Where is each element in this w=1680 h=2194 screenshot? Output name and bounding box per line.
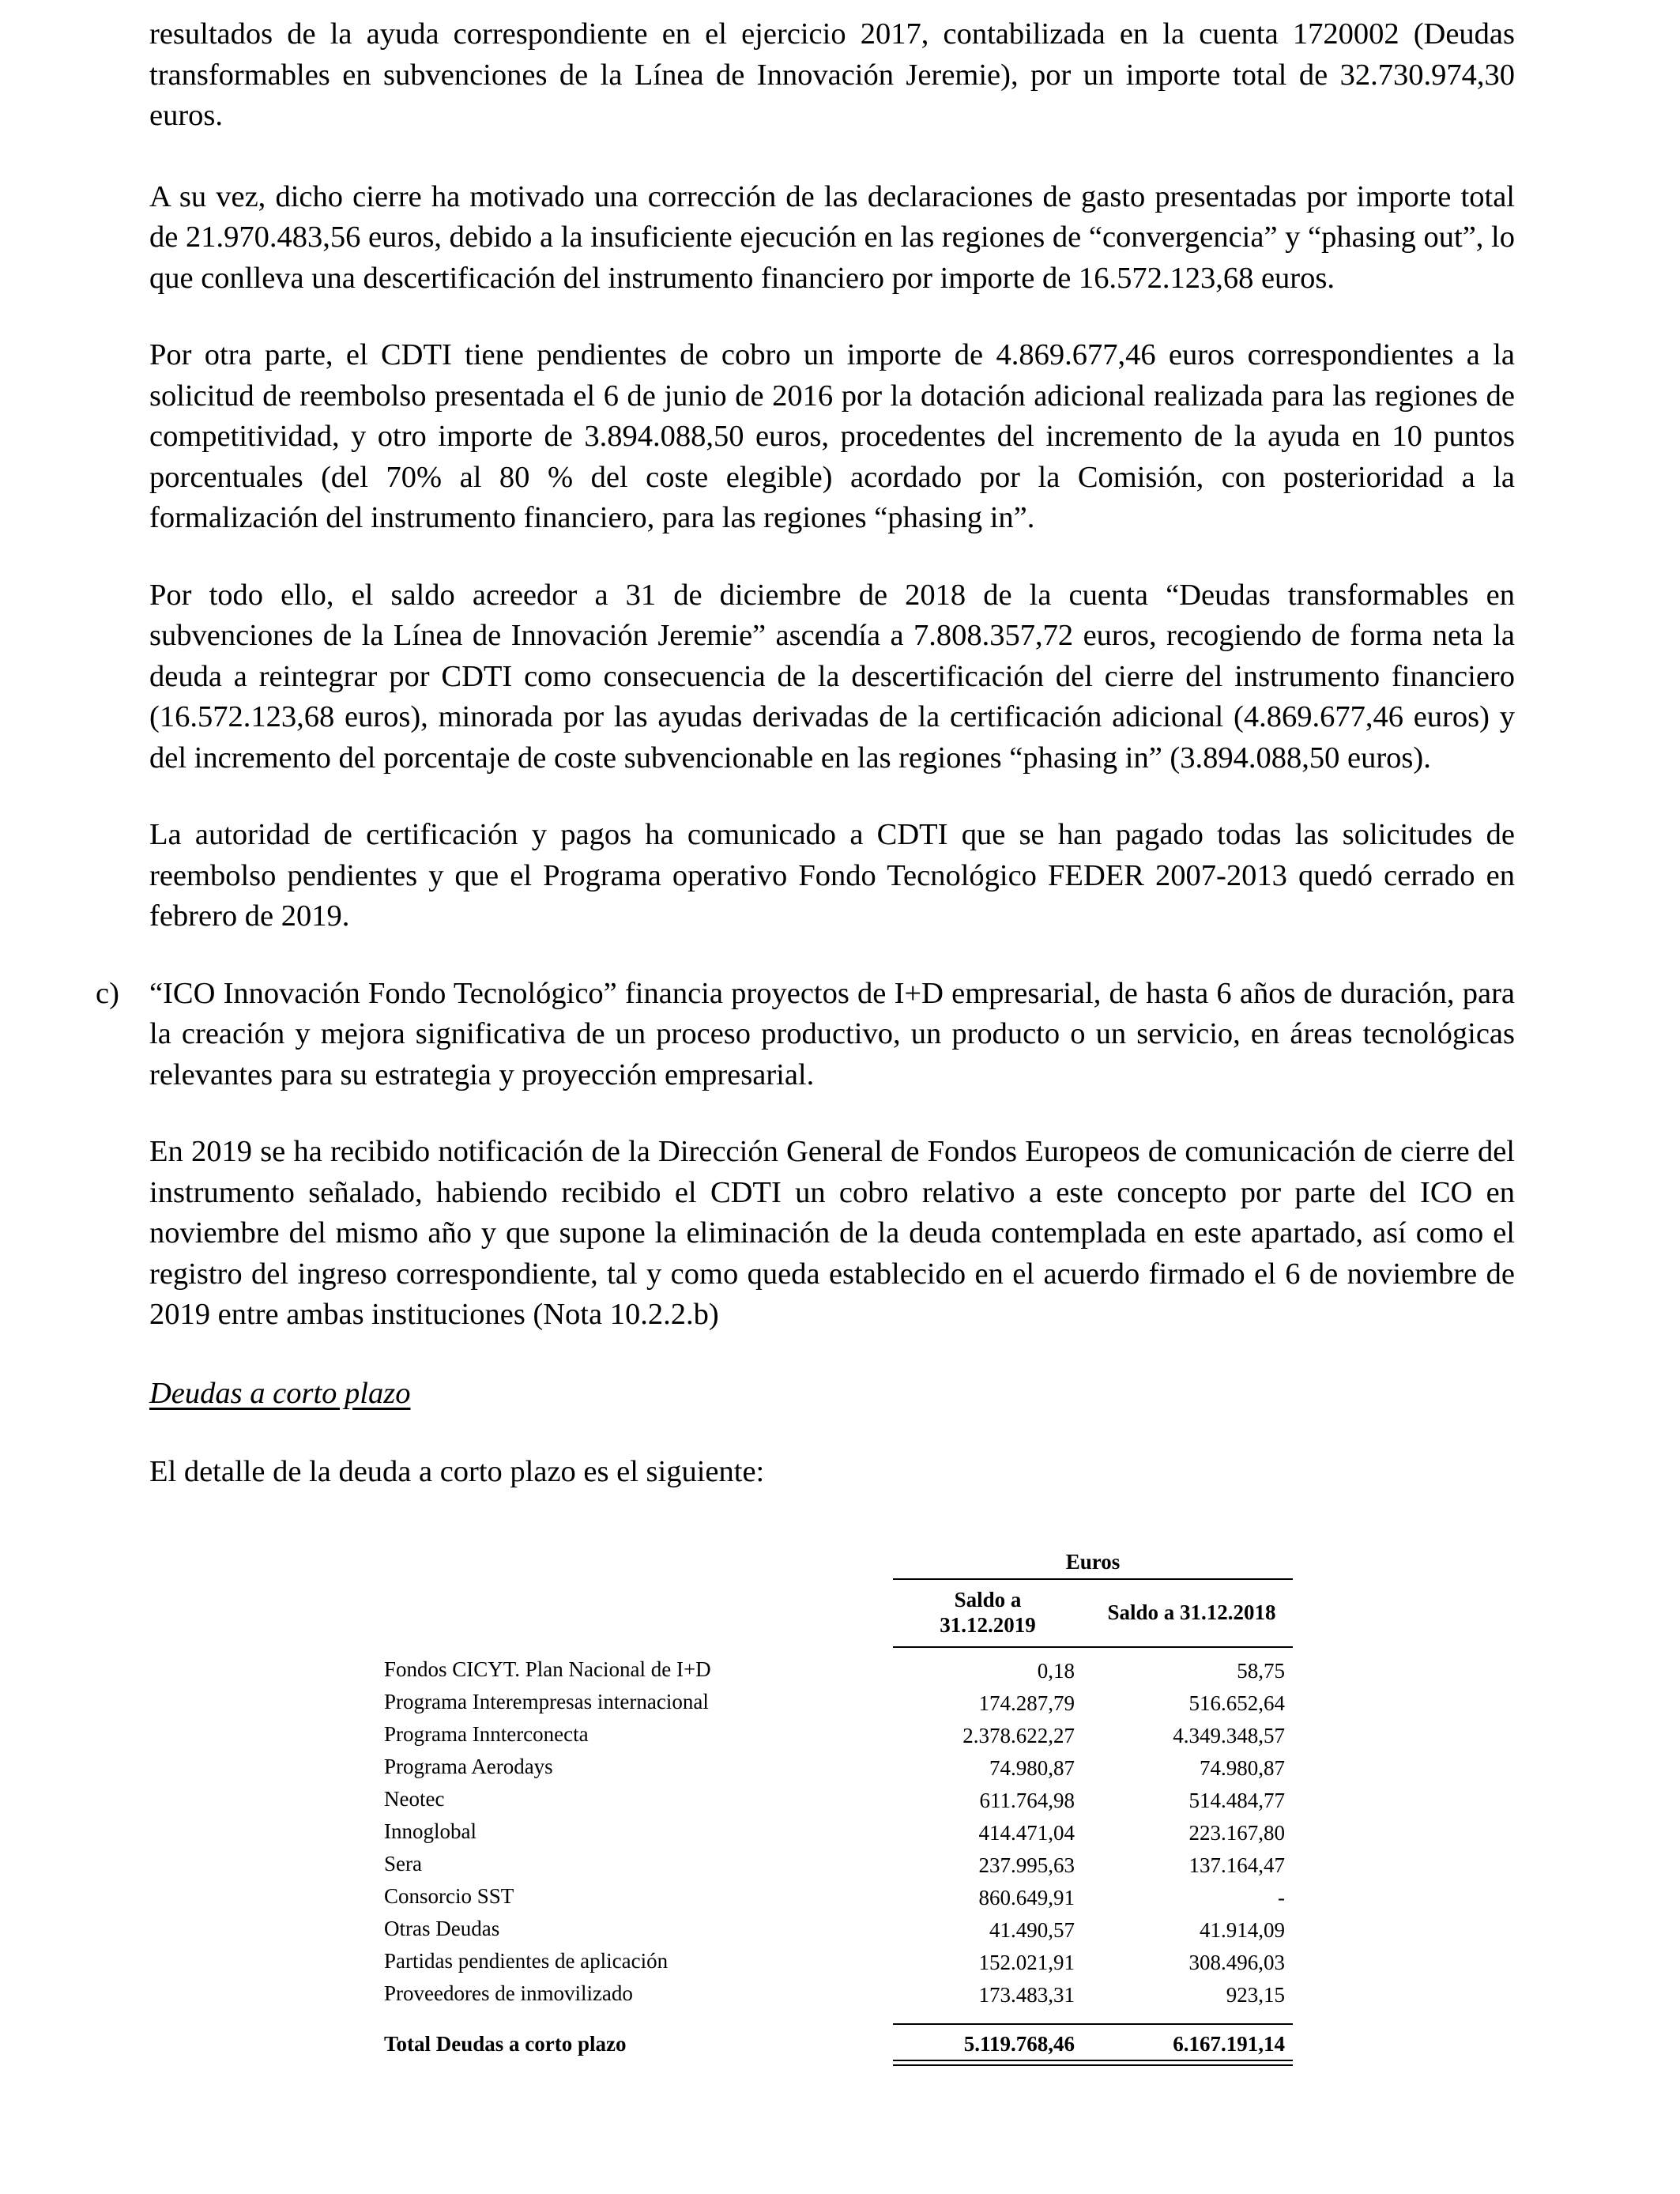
- table-row-label: Neotec: [384, 1787, 445, 1811]
- table-cell-2019: 860.649,91: [978, 1886, 1075, 1909]
- table-cell-2019: 0,18: [1037, 1659, 1075, 1683]
- table-cell-2018: 308.496,03: [1188, 1951, 1285, 1974]
- total-2019: 5.119.768,46: [963, 2032, 1075, 2056]
- list-marker: c): [96, 976, 119, 1010]
- total-double-rule-2: [893, 2064, 1293, 2066]
- table-cell-2018: 74.980,87: [1200, 1756, 1285, 1780]
- header-rule-top: [893, 1578, 1293, 1580]
- table-cell-2018: 58,75: [1237, 1659, 1285, 1683]
- paragraph-6: En 2019 se ha recibido notificación de la Dirección General de Fondos Europeos de comunicación de cierre del instrumento señalado, habiendo recibido el CDTI un cobro relativo a este concepto por parte del ICO en noviembre del mismo año y que supone la eliminación de la deuda contemplada en este apartado, así como el registro del ingreso correspondiente, tal y como queda establecido en el acuerdo firmado el 6 de noviembre de 2019 entre ambas instituciones (Nota 10.2.2.b): [149, 1135, 1515, 1331]
- table-row-label: Consorcio SST: [384, 1884, 514, 1908]
- paragraph-1: resultados de la ayuda correspondiente en el ejercicio 2017, contabilizada en la cuenta 1720002 (Deudas transformables en subvenciones de la Línea de Innovación Jeremie), por un importe total de 32.730.974,30 euros.: [149, 17, 1515, 132]
- paragraph-2: A su vez, dicho cierre ha motivado una corrección de las declaraciones de gasto presentadas por importe total de 21.970.483,56 euros, debido a la insuficiente ejecución en las regiones de “convergencia” y “phasing out”, lo que conlleva una descertificación del instrumento financiero por importe de 16.572.123,68 euros.: [149, 179, 1516, 295]
- table-cell-2019: 174.287,79: [978, 1691, 1075, 1715]
- currency-header: Euros: [1065, 1550, 1121, 1574]
- table-row-label: Otras Deudas: [384, 1917, 500, 1940]
- total-double-rule-1: [893, 2060, 1293, 2061]
- table-cell-2019: 173.483,31: [978, 1983, 1075, 2007]
- table-cell-2019: 414.471,04: [978, 1821, 1075, 1845]
- list-item-c: [96, 974, 1515, 1096]
- table-row-label: Programa Aerodays: [384, 1755, 553, 1778]
- list-item-text: “ICO Innovación Fondo Tecnológico” financia proyectos de I+D empresarial, de hasta 6 años de duración, para la creación y mejora significativa de un proceso productivo, un producto o un servicio, en áreas tecnológicas relevantes para su estrategia y proyección empresarial.: [149, 976, 1515, 1091]
- section-title: Deudas a corto plazo: [149, 1376, 411, 1410]
- table-cell-2019: 74.980,87: [989, 1756, 1075, 1780]
- table-cell-2018: 516.652,64: [1188, 1691, 1285, 1715]
- col-header-2019-line2: 31.12.2019: [940, 1613, 1036, 1637]
- table-row-label: Programa Interempresas internacional: [384, 1690, 709, 1713]
- total-rule-top: [893, 2023, 1293, 2025]
- table-cell-2019: 237.995,63: [978, 1853, 1075, 1877]
- table-cell-2018: -: [1278, 1886, 1285, 1909]
- paragraph-3: Por otra parte, el CDTI tiene pendientes de cobro un importe de 4.869.677,46 euros correspondientes a la solicitud de reembolso presentada el 6 de junio de 2016 por la dotación adicional realizada para las regiones de competitividad, y otro importe de 3.894.088,50 euros, procedentes del incremento de la ayuda en 10 puntos porcentuales (del 70% al 80 % del coste elegible) acordado por la Comisión, con posterioridad a la formalización del instrumento financiero, para las regiones “phasing in”.: [149, 338, 1515, 534]
- table-row-label: Proveedores de inmovilizado: [384, 1981, 633, 2005]
- section-intro: El detalle de la deuda a corto plazo es el siguiente:: [149, 1455, 765, 1488]
- table-cell-2018: 137.164,47: [1188, 1853, 1285, 1877]
- table-cell-2019: 2.378.622,27: [962, 1724, 1075, 1747]
- table-row-label: Innoglobal: [384, 1819, 477, 1843]
- table-cell-2019: 152.021,91: [978, 1951, 1075, 1974]
- table-cell-2018: 514.484,77: [1188, 1789, 1285, 1812]
- paragraph-5: La autoridad de certificación y pagos ha comunicado a CDTI que se han pagado todas las solicitudes de reembolso pendientes y que el Programa operativo Fondo Tecnológico FEDER 2007-2013 quedó cerrado en febrero de 2019.: [149, 818, 1515, 933]
- col-header-2019: [893, 1587, 1083, 1638]
- paragraph-4: Por todo ello, el saldo acreedor a 31 de diciembre de 2018 de la cuenta “Deudas transformables en subvenciones de la Línea de Innovación Jeremie” ascendía a 7.808.357,72 euros, recogiendo de forma neta la deuda a reintegrar por CDTI como consecuencia de la descertificación del cierre del instrumento financiero (16.572.123,68 euros), minorada por las ayudas derivadas de la certificación adicional (4.869.677,46 euros) y del incremento del porcentaje de coste subvencionable en las regiones “phasing in” (3.894.088,50 euros).: [149, 578, 1515, 775]
- document-body: [96, 14, 1516, 1493]
- total-label: Total Deudas a corto plazo: [384, 2032, 627, 2056]
- table-row-label: Partidas pendientes de aplicación: [384, 1949, 669, 1973]
- col-header-2019-line1: Saldo a: [954, 1588, 1022, 1612]
- table-row-label: Programa Innterconecta: [384, 1722, 589, 1746]
- table-cell-2018: 4.349.348,57: [1173, 1724, 1285, 1747]
- col-header-2018: Saldo a 31.12.2018: [1107, 1600, 1276, 1624]
- table-cell-2018: 41.914,09: [1200, 1918, 1285, 1942]
- total-2018: 6.167.191,14: [1173, 2032, 1285, 2056]
- table-cell-2019: 41.490,57: [989, 1918, 1075, 1942]
- table-cell-2018: 923,15: [1226, 1983, 1285, 2007]
- table-cell-2018: 223.167,80: [1188, 1821, 1285, 1845]
- table-row-label: Fondos CICYT. Plan Nacional de I+D: [384, 1657, 711, 1681]
- header-rule-bottom: [893, 1646, 1293, 1648]
- table-row-label: Sera: [384, 1852, 422, 1875]
- table-cell-2019: 611.764,98: [979, 1789, 1075, 1812]
